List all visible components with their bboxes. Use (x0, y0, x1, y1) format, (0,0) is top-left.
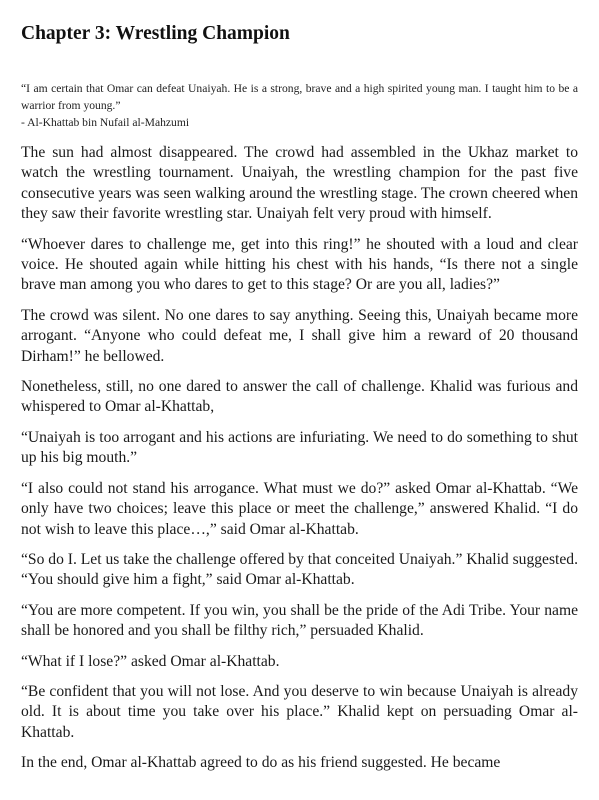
chapter-title: Chapter 3: Wrestling Champion (21, 23, 290, 44)
paragraph: “What if I lose?” asked Omar al-Khattab. (21, 652, 280, 670)
epigraph-quote: “I am certain that Omar can defeat Unaiyah. He is a strong, brave and a high spirited young man. I taught him to be a warrior from young.” (21, 82, 578, 112)
paragraph: “I also could not stand his arrogance. What must we do?” asked Omar al-Khattab. “We only have two choices; leave this place or meet the challenge,” answered Khalid. “I do not wish to leave this place…,” said Omar al-Khattab. (21, 479, 578, 538)
paragraph: “You are more competent. If you win, you shall be the pride of the Adi Tribe. Your name shall be honored and you shall be filthy rich,” persuaded Khalid. (21, 601, 578, 640)
paragraph: “Be confident that you will not lose. And you deserve to win because Unaiyah is already old. It is about time you take over his place.” Khalid kept on persuading Omar al-Khattab. (21, 682, 578, 741)
epigraph (21, 80, 578, 131)
paragraph: The sun had almost disappeared. The crowd had assembled in the Ukhaz market to watch the wrestling tournament. Unaiyah, the wrestling champion for the past five consecutive years was seen walking around the wrestling stage. The crown cheered when they saw their favorite wrestling star. Unaiyah felt very proud with himself. (21, 144, 578, 223)
paragraph: “Whoever dares to challenge me, get into this ring!” he shouted with a loud and clear voice. He shouted again while hitting his chest with his hands, “Is there not a single brave man among you who dares to get to this stage? Or are you all, ladies?” (21, 235, 578, 294)
paragraph: In the end, Omar al-Khattab agreed to do as his friend suggested. He became (21, 754, 501, 772)
paragraph: Nonetheless, still, no one dared to answer the call of challenge. Khalid was furious and whispered to Omar al-Khattab, (21, 378, 578, 416)
chapter-body (21, 143, 578, 784)
epigraph-attribution: - Al-Khattab bin Nufail al-Mahzumi (21, 116, 190, 129)
paragraph: “So do I. Let us take the challenge offered by that conceited Unaiyah.” Khalid suggested. “You should give him a fight,” said Omar al-Khattab. (21, 550, 578, 589)
paragraph: The crowd was silent. No one dares to say anything. Seeing this, Unaiyah became more arrogant. “Anyone who could defeat me, I shall give him a reward of 20 thousand Dirham!” he bellowed. (21, 306, 578, 365)
paragraph: “Unaiyah is too arrogant and his actions are infuriating. We need to do something to shut up his big mouth.” (21, 428, 578, 467)
